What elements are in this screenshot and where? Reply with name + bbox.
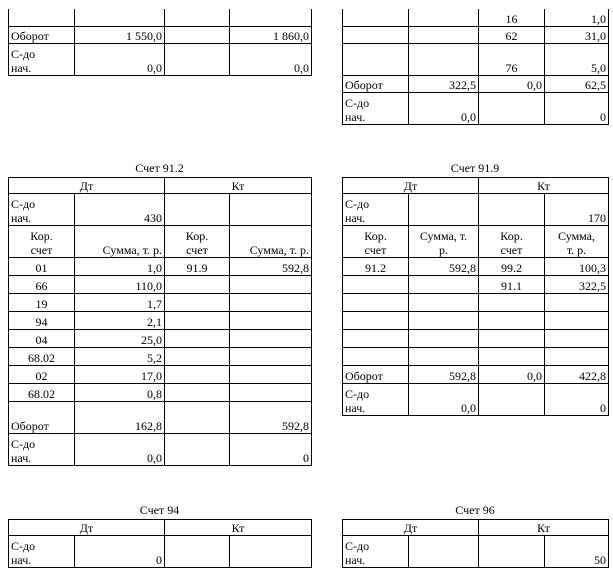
account-96-title: Счет 96 [455, 503, 495, 517]
closing-balance-row: С-до нач. 0,0 0 [343, 384, 609, 416]
table-row: 91.1 322,5 [343, 276, 609, 294]
table-row: 19 1,7 [9, 294, 312, 312]
debit-header: Дт [343, 520, 479, 536]
column-header-row: Кор. счет Сумма, т. р. Кор. счет Сумма, т. р. [9, 226, 312, 258]
turnover-row: Оборот 322,5 0,0 62,5 [343, 75, 609, 92]
table-row [343, 330, 609, 348]
dt-kt-header-row [9, 520, 312, 536]
column-header-row: Кор. счет Сумма, т. р. Кор. счет Сумма, т. р. [343, 226, 609, 258]
dt-kt-header-row [343, 178, 609, 194]
debit-header: Дт [343, 178, 479, 194]
table-row: 91.2 592,8 99.2 100,3 [343, 258, 609, 276]
dt-kt-header-row [343, 520, 609, 536]
table-row: 02 17,0 [9, 366, 312, 384]
opening-balance-row: С-до нач. 50 [343, 536, 609, 568]
table-row: 16 1,0 [343, 9, 609, 26]
credit-header: Кт [479, 520, 609, 536]
account-91-9-table [342, 177, 609, 416]
closing-balance-row: С-до нач. 0,0 0 [9, 434, 312, 466]
opening-balance-row: С-до нач. 430 [9, 194, 312, 226]
account-94-title: Счет 94 [139, 503, 180, 517]
table-row: 68.02 0,8 [9, 384, 312, 402]
turnover-row: Оборот 592,8 0,0 422,8 [343, 366, 609, 384]
table-row: 68.02 5,2 [9, 348, 312, 366]
table-row [343, 294, 609, 312]
dt-kt-header-row [9, 178, 312, 194]
table-row [343, 348, 609, 366]
credit-header: Кт [165, 178, 312, 194]
account-94-table [8, 519, 312, 568]
debit-header: Дт [9, 520, 165, 536]
account-91-2-table [8, 177, 312, 466]
opening-balance-row: С-до нач. 170 [343, 194, 609, 226]
top-left-ledger-fragment [8, 9, 312, 76]
turnover-row: Оборот 162,8 592,8 [9, 402, 312, 434]
closing-balance-row: С-до нач. 0,0 0,0 [9, 43, 312, 75]
table-row: 62 31,0 [343, 26, 609, 43]
table-row [343, 312, 609, 330]
table-row: 66 110,0 [9, 276, 312, 294]
table-row: 76 5,0 [343, 43, 609, 75]
credit-header: Кт [165, 520, 312, 536]
credit-header: Кт [479, 178, 609, 194]
opening-balance-row: С-до нач. 0 [9, 536, 312, 568]
table-row: 04 25,0 [9, 330, 312, 348]
table-row: 94 2,1 [9, 312, 312, 330]
closing-balance-row: С-до нач. 0,0 0 [343, 92, 609, 124]
turnover-row: Оборот 1 550,0 1 860,0 [9, 26, 312, 43]
table-row [9, 9, 312, 26]
account-91-2-title: Счет 91.2 [135, 161, 184, 175]
debit-header: Дт [9, 178, 165, 194]
account-96-table [342, 519, 609, 568]
table-row: 01 1,0 91.9 592,8 [9, 258, 312, 276]
account-91-9-title: Счет 91.9 [450, 161, 500, 175]
top-right-ledger-fragment [342, 9, 609, 125]
